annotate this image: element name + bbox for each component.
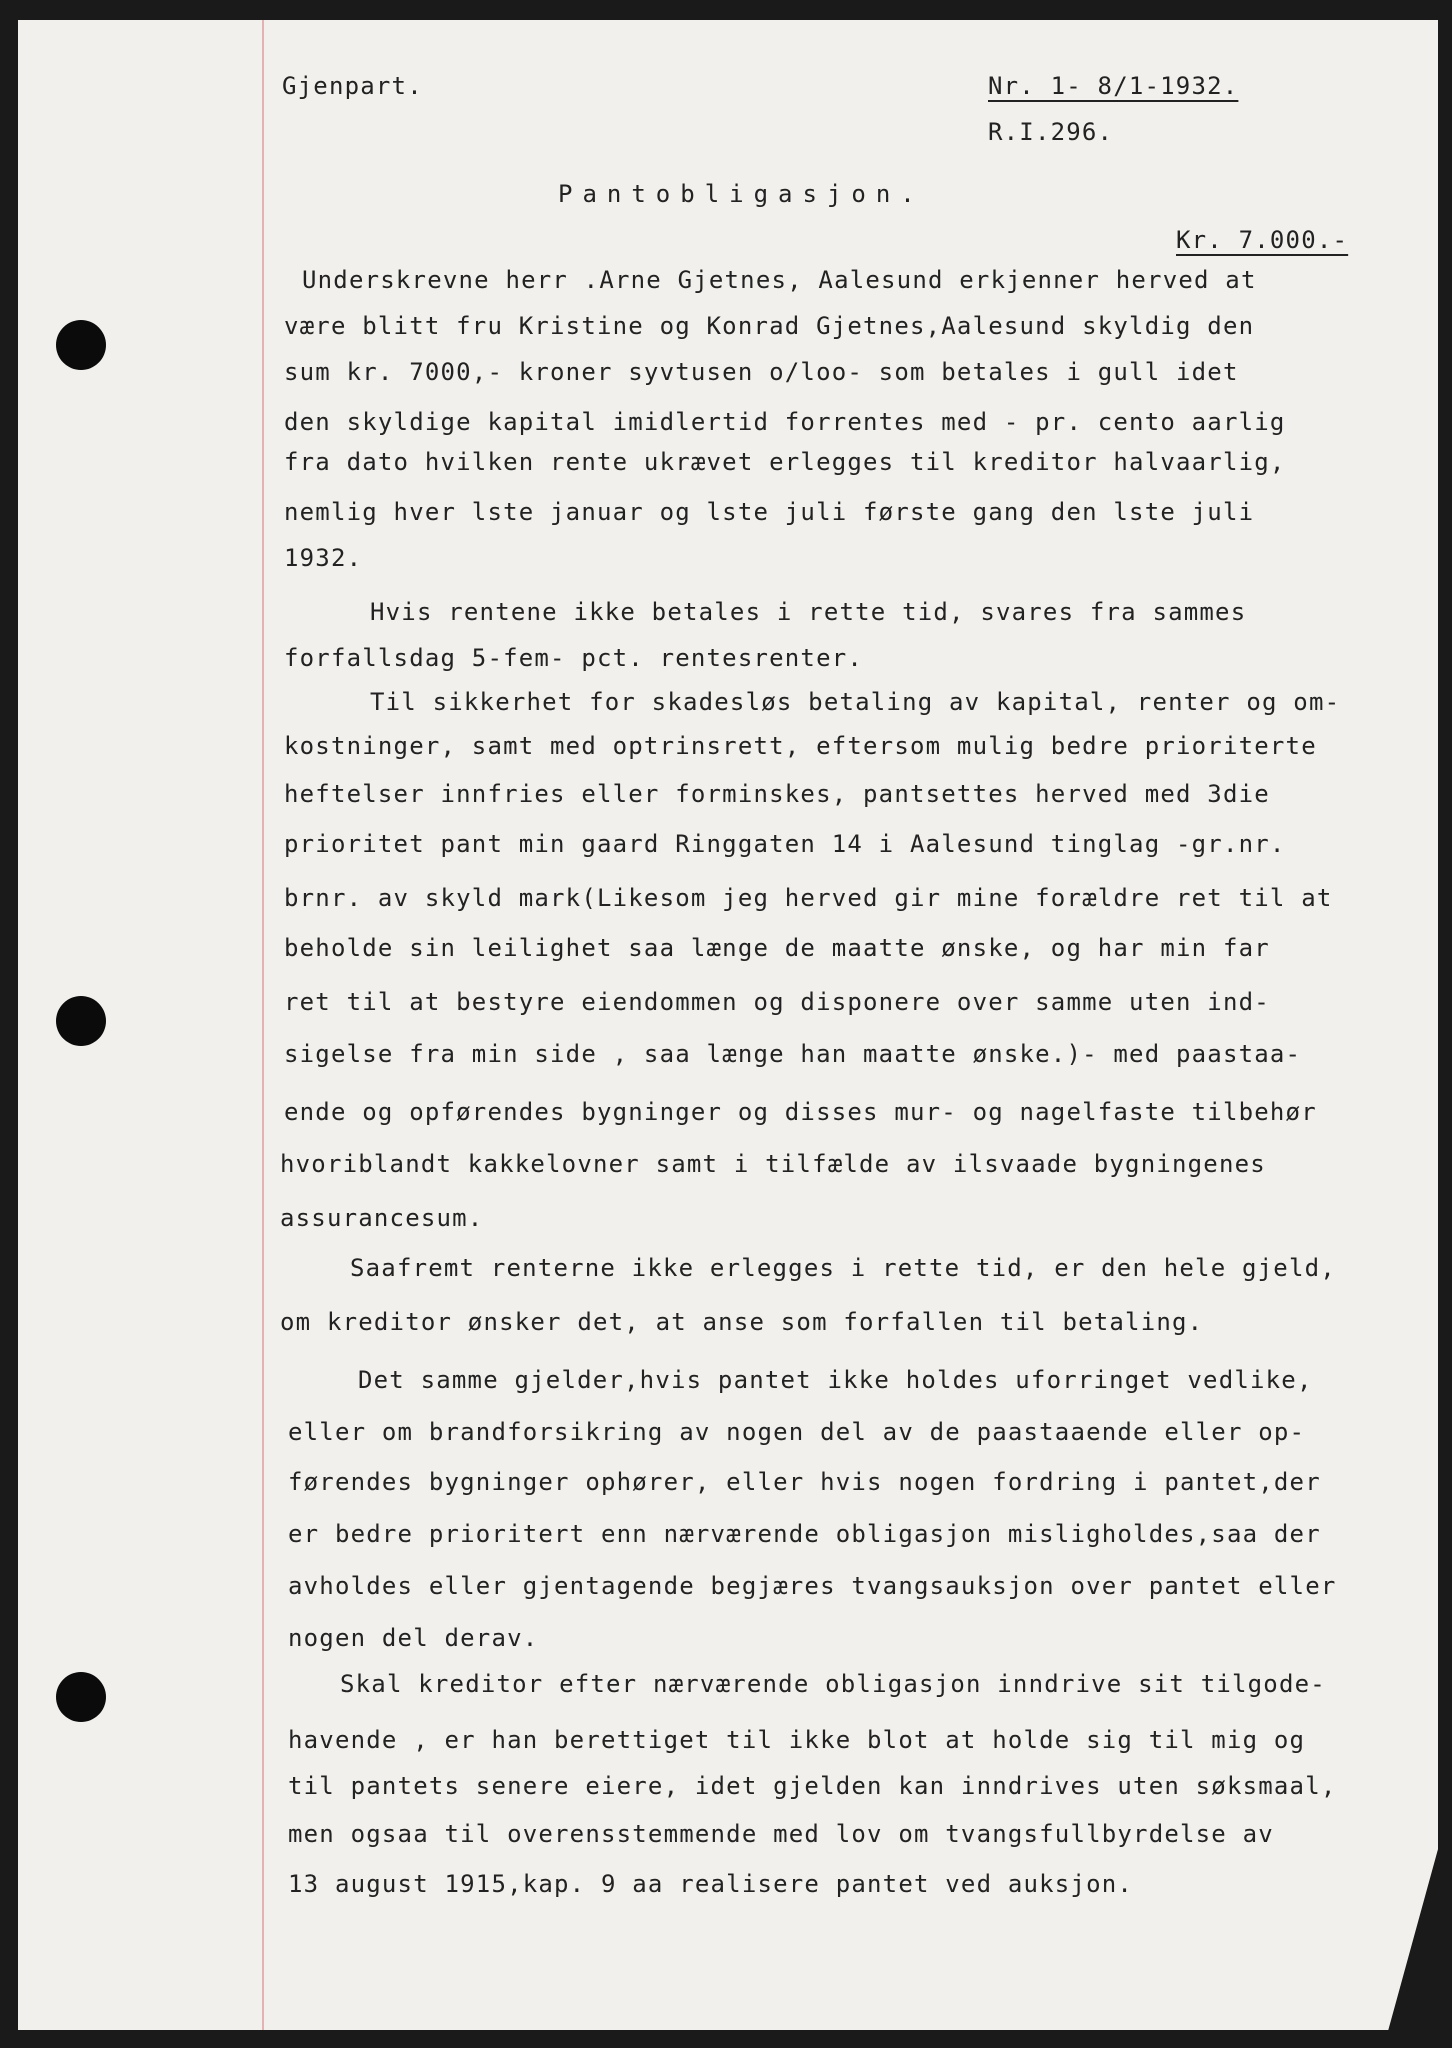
- punch-hole-middle: [56, 996, 106, 1046]
- body-line: heftelser innfries eller forminskes, pantsettes herved med 3die: [284, 780, 1270, 808]
- body-line: Saafremt renterne ikke erlegges i rette tid, er den hele gjeld,: [350, 1254, 1336, 1282]
- body-line: prioritet pant min gaard Ringgaten 14 i Aalesund tinglag -gr.nr.: [284, 830, 1286, 858]
- body-line: 1932.: [284, 544, 363, 572]
- body-line: til pantets senere eiere, idet gjelden kan inndrives uten søksmaal,: [288, 1772, 1337, 1800]
- body-line: forfallsdag 5-fem- pct. rentesrenter.: [284, 644, 864, 672]
- body-line: havende , er han berettiget til ikke blot at holde sig til mig og: [288, 1726, 1306, 1754]
- body-line: ret til at bestyre eiendommen og disponere over samme uten ind-: [284, 988, 1270, 1016]
- body-line: førendes bygninger ophører, eller hvis nogen fordring i pantet,der: [288, 1468, 1321, 1496]
- body-line: nemlig hver lste januar og lste juli første gang den lste juli: [284, 498, 1255, 526]
- body-line: men ogsaa til overensstemmende med lov om tvangsfullbyrdelse av: [288, 1820, 1274, 1848]
- body-line: Det samme gjelder,hvis pantet ikke holdes uforringet vedlike,: [358, 1366, 1313, 1394]
- body-line: ende og opførendes bygninger og disses mur- og nagelfaste tilbehør: [284, 1098, 1317, 1126]
- body-line: assurancesum.: [280, 1204, 484, 1232]
- body-line: være blitt fru Kristine og Konrad Gjetnes,Aalesund skyldig den: [284, 312, 1255, 340]
- body-line: brnr. av skyld mark(Likesom jeg herved gir mine forældre ret til at: [284, 884, 1333, 912]
- body-line: 13 august 1915,kap. 9 aa realisere pantet ved auksjon.: [288, 1870, 1134, 1898]
- body-line: er bedre prioritert enn nærværende obligasjon misligholdes,saa der: [288, 1520, 1321, 1548]
- body-line: nogen del derav.: [288, 1624, 539, 1652]
- amount-label: Kr. 7.000.-: [1176, 226, 1349, 254]
- margin-rule: [262, 20, 264, 2030]
- document-title: Pantobligasjon.: [558, 180, 925, 208]
- body-line: fra dato hvilken rente ukrævet erlegges til kreditor halvaarlig,: [284, 448, 1286, 476]
- reference-code: R.I.296.: [988, 118, 1114, 146]
- body-line: sigelse fra min side , saa længe han maatte ønske.)- med paastaa-: [284, 1040, 1302, 1068]
- body-line: den skyldige kapital imidlertid forrentes med - pr. cento aarlig: [284, 408, 1286, 436]
- body-line: sum kr. 7000,- kroner syvtusen o/loo- som betales i gull idet: [284, 358, 1239, 386]
- punch-hole-top: [56, 320, 106, 370]
- punch-hole-bottom: [56, 1672, 106, 1722]
- body-line: avholdes eller gjentagende begjæres tvangsauksjon over pantet eller: [288, 1572, 1337, 1600]
- copy-label: Gjenpart.: [282, 72, 423, 100]
- body-line: beholde sin leilighet saa længe de maatte ønske, og har min far: [284, 934, 1270, 962]
- body-line: Skal kreditor efter nærværende obligasjon inndrive sit tilgode-: [340, 1670, 1326, 1698]
- body-line: om kreditor ønsker det, at anse som forfallen til betaling.: [280, 1308, 1204, 1336]
- document-number: Nr. 1- 8/1-1932.: [988, 72, 1239, 100]
- body-line: Underskrevne herr .Arne Gjetnes, Aalesund erkjenner herved at: [302, 266, 1257, 294]
- body-line: kostninger, samt med optrinsrett, eftersom mulig bedre prioriterte: [284, 732, 1317, 760]
- body-line: Hvis rentene ikke betales i rette tid, svares fra sammes: [370, 598, 1247, 626]
- body-line: eller om brandforsikring av nogen del av de paastaaende eller op-: [288, 1418, 1306, 1446]
- body-line: Til sikkerhet for skadesløs betaling av kapital, renter og om-: [370, 688, 1341, 716]
- body-line: hvoriblandt kakkelovner samt i tilfælde av ilsvaade bygningenes: [280, 1150, 1266, 1178]
